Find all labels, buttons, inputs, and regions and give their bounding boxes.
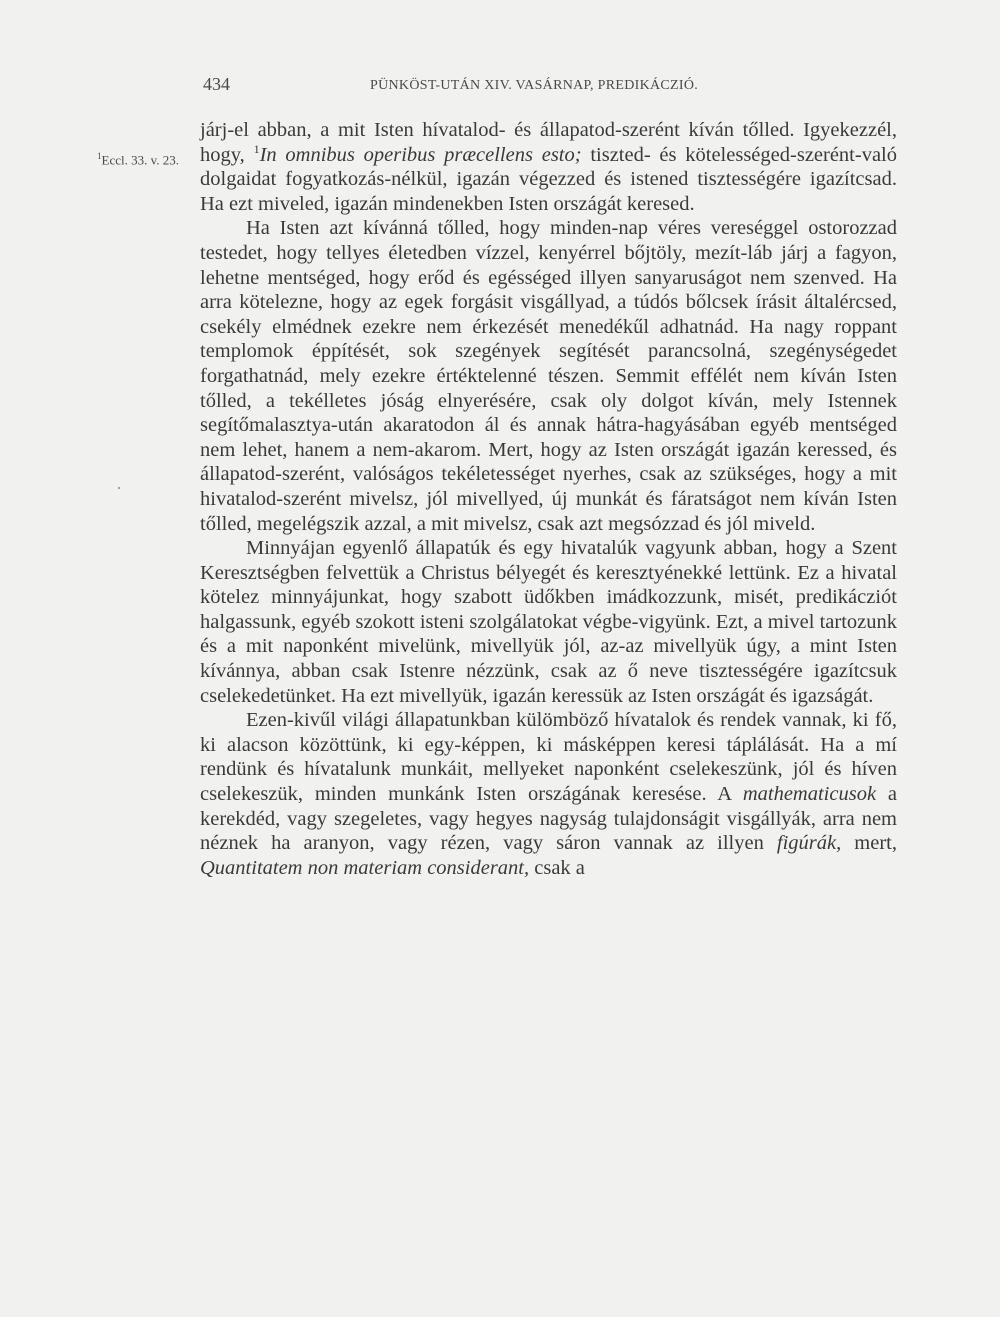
running-head: PÜNKÖST-UTÁN XIV. VASÁRNAP, PREDIKÁCZIÓ. <box>370 78 699 93</box>
page-number: 434 <box>203 74 230 94</box>
paragraph-4-text-d: csak a <box>529 856 585 879</box>
paragraph-2: Ha Isten azt kívánná tőlled, hogy minden-nap véres vereséggel ostorozzad testedet, hogy tellyes életedben vízzel, kenyérrel bőjtöly, mezít-láb járj a fagyon, lehetne mentséged, hogy erőd és egésséged illyen sanyaruságot nem szenved. Ha arra kötelezne, hogy az egek forgásit visgállyad, a túdós bőlcsek írásit általércsed, csekély elmédnek ezekre nem érkezését menedékűl adhatnád. Ha nagy roppant templomok éppítését, sok szegények segítését parancsolná, szegénységedet forgathatnád, mely ezekre értéktelenné tészen. Semmit effélét nem kíván Isten tőlled, a tekélletes jóság elnyerésére, csak oly dolgot kíván, mely Istennek segítőmalasztya-után akaratodon ál és annak hátra-hagyásában egyéb mentséged nem lehet, hanem a nem-akarom. Mert, hogy az Isten országát igazán keressed, és állapatod-szerént, valóságos tekéletességet nyerhes, csak az szükséges, hogy a mit hivatalod-szerént mivelsz, jól mivellyed, új munkát és fáratságot nem kíván Isten tőlled, megelégszik azzal, a mit mivelsz, csak azt megsózzad és jól miveld. <box>200 217 897 535</box>
paragraph-1 <box>200 118 897 216</box>
italic-term-mathematicusok: mathematicusok <box>742 783 877 806</box>
paragraph-1-text-b: tiszted- és kötelességed-szerént-való dolgaidat fogyatkozás-nélkül, igazán végezzed és istened tisztességére igazítcsad. Ha ezt miveled, igazán mindenekben Isten országát keresed. <box>200 143 898 215</box>
body-text <box>200 118 897 880</box>
paragraph-4 <box>200 708 897 880</box>
latin-phrase-quantitatem: Quantitatem non materiam considerant, <box>200 856 530 879</box>
italic-term-figurak: figúrák, <box>776 832 842 855</box>
paragraph-4-text-b: a kerekdéd, vagy szegeletes, vagy hegyes nagyság tulajdonságit visgállyák, arra nem néznek ha aranyon, vagy rézen, vagy sáron vannak az illyen <box>200 783 897 855</box>
paragraph-1-text-a: járj-el abban, a mit Isten hívatalod- és állapatod-szerént kíván tőlled. Igyekezzél, hogy, <box>200 119 897 166</box>
margin-note-marker: 1 <box>97 151 102 161</box>
speck-mark <box>118 487 120 489</box>
paragraph-3: Minnyájan egyenlő állapatúk és egy hivatalúk vagyunk abban, hogy a Szent Keresztségben felvettük a Christus bélyegét és keresztyénekké lettünk. Ez a hivatal kötelez minnyájunkat, hogy szabott üdőkben imádkozzunk, misét, predikácziót halgassunk, egyéb szokott isteni szolgálatokat végbe-vigyünk. Ezt, a mivel tartozunk és a mit naponként mivelünk, mivellyük jól, az-az mivellyük úgy, a mint Isten kívánnya, abban csak Istenre nézzünk, csak az ő neve tisztességére igazítcsuk cselekedetünket. Ha ezt mivellyük, igazán keressük az Isten országát és igazságát. <box>200 537 897 707</box>
footnote-ref: 1 <box>253 141 260 156</box>
margin-note-text: Eccl. 33. v. 23. <box>101 152 179 168</box>
paragraph-4-text-c: mert, <box>841 832 897 855</box>
latin-quote: In omnibus operibus præcellens esto; <box>259 143 582 166</box>
margin-note <box>97 151 179 168</box>
paragraph-4-text-a: Ezen-kivűl világi állapatunkban külömböző hívatalok és rendek vannak, ki fő, ki alacson közöttünk, ki egy-képpen, ki másképpen keresi táplálását. Ha a mí rendünk és hívatalunk munkáit, mellyeket naponként cselekeszünk, jól és híven cselekeszük, minden munkánk Isten országának keresése. A <box>200 709 897 806</box>
